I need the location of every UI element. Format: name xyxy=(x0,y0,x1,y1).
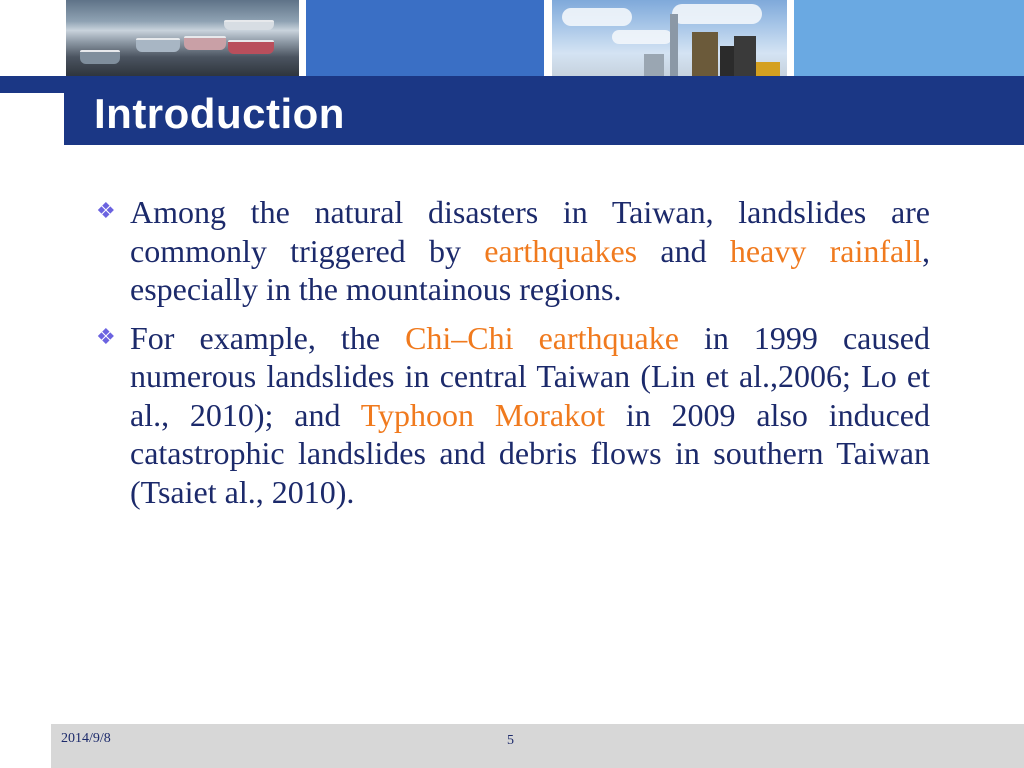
diamond-cluster-icon: ❖ xyxy=(96,324,116,350)
bullet-item xyxy=(96,193,930,309)
bullet-2-text-3: in 2009 also induced catastrophic landslides and debris flows in southern Taiwan (Tsaiet al., 2010). xyxy=(130,396,931,510)
bullet-2-text-1: For example, the xyxy=(130,319,406,356)
title-bar xyxy=(64,76,1024,145)
bullet-1-highlight-rainfall: heavy rainfall xyxy=(729,232,923,269)
bullet-text xyxy=(130,193,930,309)
bullet-text xyxy=(130,319,930,512)
bullet-item xyxy=(96,319,930,512)
slide-content xyxy=(96,193,930,521)
diamond-cluster-icon: ❖ xyxy=(96,199,116,224)
bullet-1-highlight-earthquakes: earthquakes xyxy=(484,232,638,269)
bullet-1-text-3: , especially in the mountainous regions. xyxy=(130,232,931,307)
blue-block xyxy=(306,0,544,76)
footer-date: 2014/9/8 xyxy=(61,731,111,746)
footer-bar xyxy=(51,724,1024,768)
city-skyline-photo xyxy=(552,0,787,76)
slide-title: Introduction xyxy=(94,90,345,137)
bullet-1-text-1: Among the natural disasters in Taiwan, landslides are commonly triggered by xyxy=(130,194,930,269)
bullet-1-text-2: and xyxy=(637,232,730,269)
light-blue-block xyxy=(794,0,1024,76)
page-number: 5 xyxy=(507,733,514,748)
header-photo-strip xyxy=(0,0,1024,76)
title-accent xyxy=(0,76,64,93)
boats-photo xyxy=(66,0,299,76)
bullet-2-highlight-morakot: Typhoon Morakot xyxy=(360,396,606,433)
bullet-2-highlight-chichi: Chi–Chi earthquake xyxy=(405,319,679,356)
bullet-2-text-2: in 1999 caused numerous landslides in central Taiwan (Lin et al.,2006; Lo et al., 2010); and xyxy=(130,319,931,433)
